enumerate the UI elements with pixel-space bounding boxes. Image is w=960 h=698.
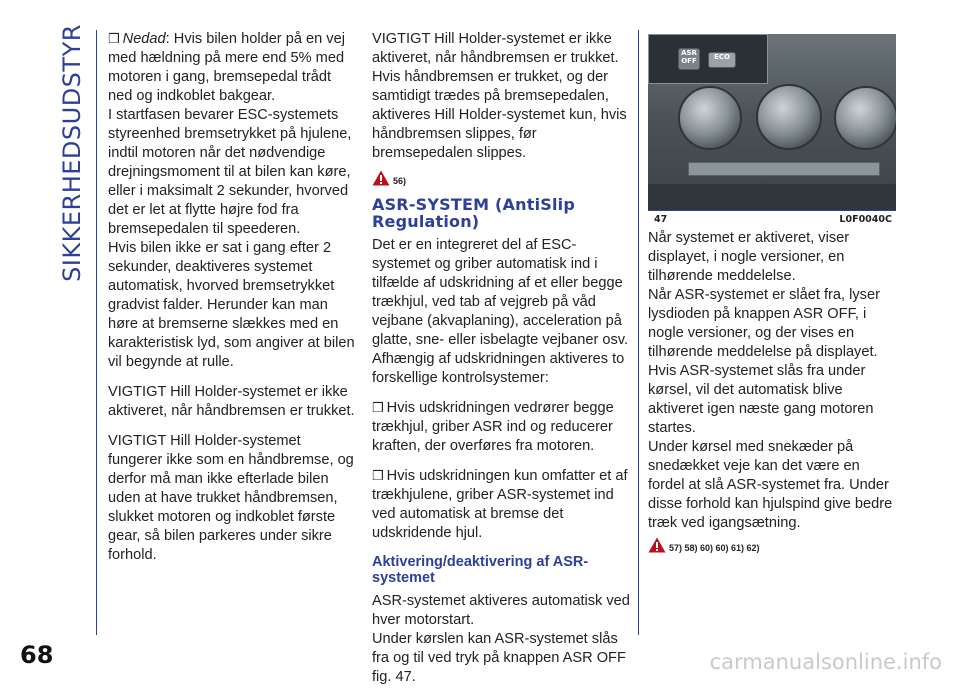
paragraph: Under kørslen kan ASR-systemet slås fra og til ved tryk på knappen ASR OFF fig. 47. xyxy=(372,631,626,685)
paragraph-note: VIGTIGT Hill Holder-systemet er ikke aktiveret, når håndbremsen er trukket. Hvis håndbremsen er trukket, og der samtidigt trædes på bremsepedalen, aktiveres Hill Holder-systemet kun, hvis håndbremsen slippes, før bremsepedalen slippes. xyxy=(372,31,627,161)
paragraph: I startfasen bevarer ESC-systemets styreenhed bremsetrykket på hjulene, indtil motoren når det nødvendige drejningsmoment til at bilen kan køre, eller i maksimalt 2 sekunder, hvorved det er let at flytte højre fod fra bremsepedalen til speederen. xyxy=(108,107,352,237)
asr-off-button: ASR OFF xyxy=(678,48,700,70)
climate-knob-right xyxy=(834,86,896,150)
bullet-square-icon: ❒ xyxy=(372,401,384,416)
paragraph: Hvis bilen ikke er sat i gang efter 2 sekunder, deaktiveres systemet automatisk, hvorved bremsetrykket gradvist falder. Herunder kan man høre at bremserne slækkes med en karakteristisk lyd, som angiver at bilen vil begynde at rulle. xyxy=(108,240,355,370)
switch-strip xyxy=(688,162,880,176)
paragraph-note: VIGTIGT Hill Holder-systemet fungerer ikke som en håndbremse, og derfor må man ikke efterlade bilen uden at have trukket håndbremsen, slukket motoren og indkoblet første gear, så bilen parkeres under sikre forhold. xyxy=(108,433,354,563)
section-heading-asr: ASR-SYSTEM (AntiSlip Regulation) xyxy=(372,195,575,231)
bullet-square-icon: ❒ xyxy=(108,32,120,47)
text-column-2 xyxy=(372,30,630,698)
figure-code: L0F0040C xyxy=(839,214,892,225)
text-column-3 xyxy=(648,229,900,563)
warning-reference xyxy=(648,537,900,553)
warning-triangle-icon xyxy=(648,537,666,553)
list-item xyxy=(372,467,630,543)
text-column-1 xyxy=(108,30,358,576)
figure-number: 47 xyxy=(654,214,668,225)
section-side-tab xyxy=(56,24,88,282)
paragraph: Det er en integreret del af ESC-systemet og griber automatisk ind i tilfælde af udskridning af et eller begge trækhjul, ved tab af vejgreb på våd vejbane (akvaplaning), acceleration på glatte, sne- eller isbelagte vejbaner osv. Afhængig af udskridningen aktiveres to forskellige kontrolsystemer: xyxy=(372,237,629,386)
figure-dashboard-photo xyxy=(648,34,896,210)
paragraph: ASR-systemet aktiveres automatisk ved hver motorstart. xyxy=(372,593,630,628)
eco-button: ECO xyxy=(708,52,736,68)
warning-ref-numbers: 57) 58) 60) 60) 61) 62) xyxy=(669,543,760,553)
paragraph-text: : Hvis bilen holder på en vej med hældning på mere end 5% med motoren i gang, bremsepedal trådt ned og indkoblet bakgear. xyxy=(108,31,345,104)
paragraph: Under kørsel med snekæder på snedækket veje kan det være en fordel at slå ASR-systemet fra. Under disse forhold kan hjulspind give bedre træk ved igangsætning. xyxy=(648,439,893,531)
subheading-activation: Aktivering/deaktivering af ASR-systemet xyxy=(372,554,589,586)
column-divider-left xyxy=(96,30,97,635)
warning-triangle-icon xyxy=(372,170,390,186)
paragraph: Når ASR-systemet er slået fra, lyser lysdioden på knappen ASR OFF, i nogle versioner, og der vises en tilhørende meddelelse på displayet. Hvis ASR-systemet slås fra under kørsel, vil det automatisk blive aktiveret igen næste gang motoren startes. xyxy=(648,287,880,436)
list-item-text: Hvis udskridningen vedrører begge trækhjul, griber ASR ind og reducerer kraften, der overføres fra motoren. xyxy=(372,400,614,454)
bullet-square-icon: ❒ xyxy=(372,469,384,484)
paragraph-nedad xyxy=(108,30,358,106)
warning-ref-numbers: 56) xyxy=(393,176,407,186)
term-nedad: Nedad xyxy=(122,31,166,47)
list-item xyxy=(372,399,630,456)
figure-caption xyxy=(648,210,896,225)
page-number: 68 xyxy=(20,641,54,669)
climate-knob-center xyxy=(756,84,822,150)
section-side-tab-label: SIKKERHEDSUDSTYR xyxy=(58,24,86,282)
column-divider-right xyxy=(638,30,639,635)
watermark: carmanualsonline.info xyxy=(709,650,942,674)
lower-console xyxy=(648,184,896,210)
paragraph: Når systemet er aktiveret, viser displayet, i nogle versioner, en tilhørende meddelelse. xyxy=(648,230,850,284)
paragraph-note: VIGTIGT Hill Holder-systemet er ikke aktiveret, når håndbremsen er trukket. xyxy=(108,384,355,419)
list-item-text: Hvis udskridningen kun omfatter et af trækhjulene, griber ASR-systemet ind ved automatisk at bremse det udskridende hjul. xyxy=(372,468,628,541)
warning-reference xyxy=(372,170,630,186)
climate-knob-left xyxy=(678,86,742,150)
